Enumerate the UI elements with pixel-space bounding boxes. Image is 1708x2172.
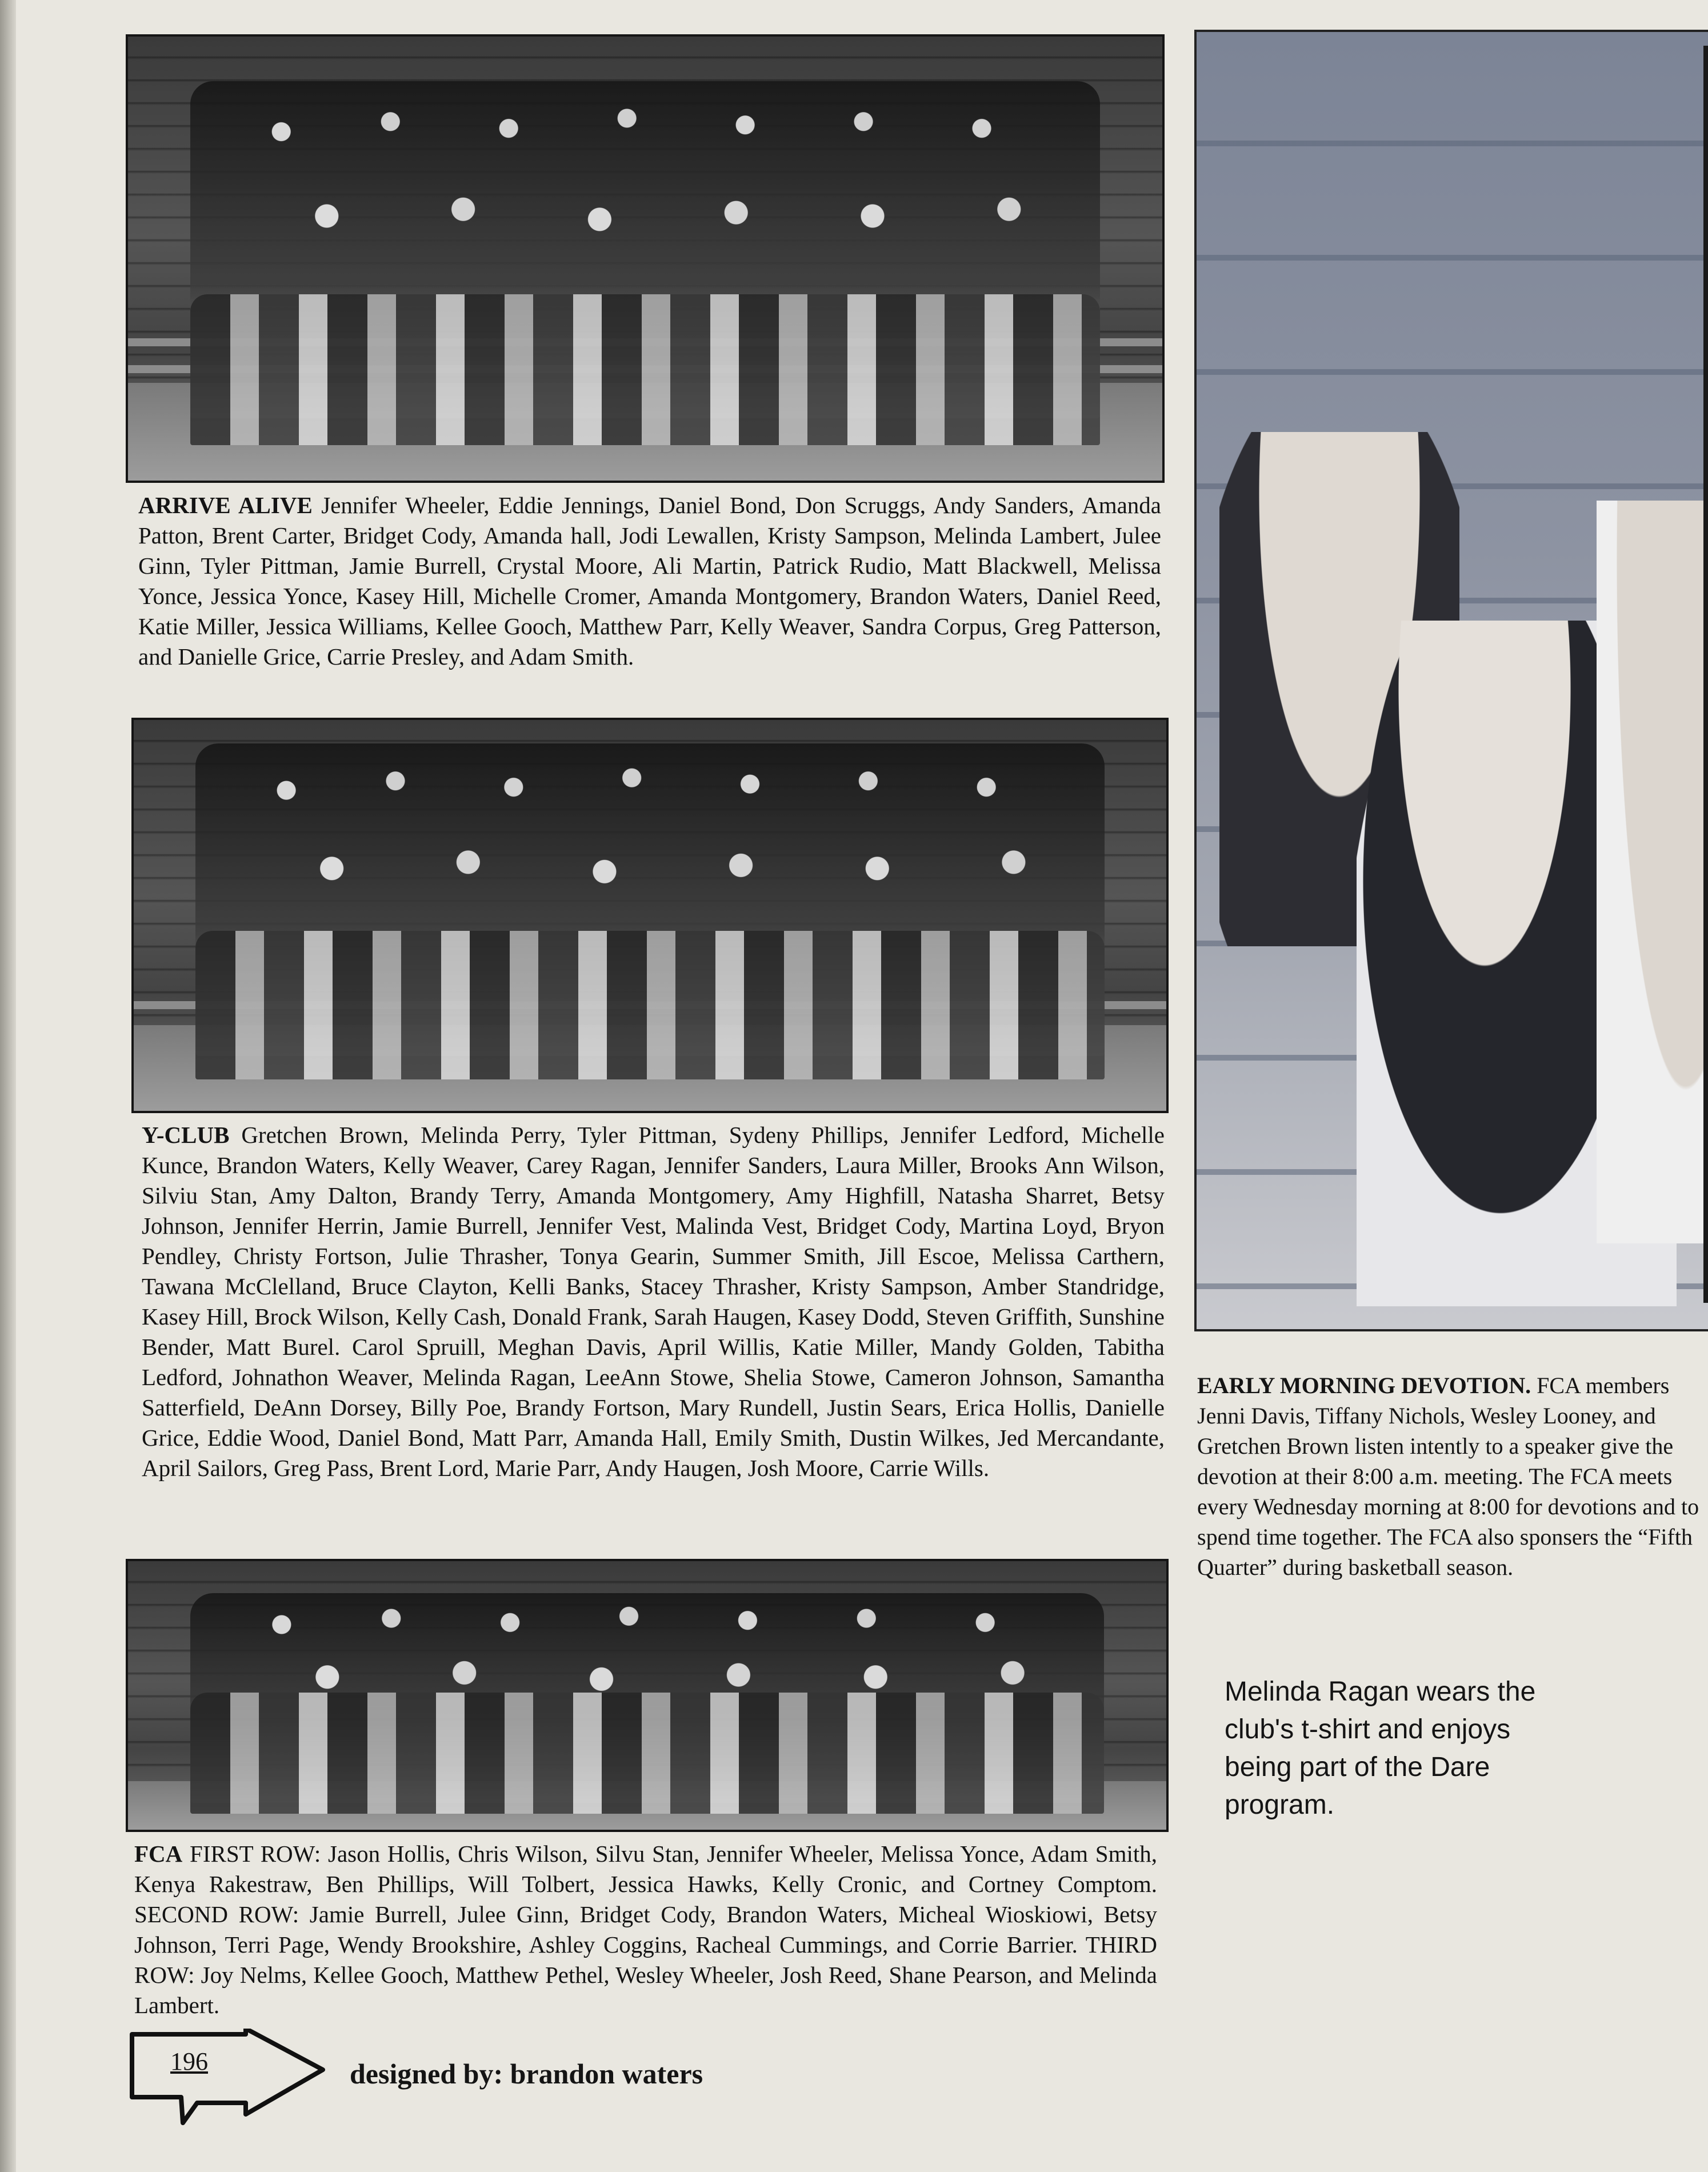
designer-credit: designed by: brandon waters [350, 2058, 703, 2090]
arrive-alive-caption [138, 490, 1161, 672]
y-club-caption-names: Gretchen Brown, Melinda Perry, Tyler Pittman, Sydeny Phillips, Jennifer Ledford, Michelle Kunce, Brandon Waters, Kelly Weaver, Carey Ragan, Jennifer Sanders, Laura Miller, Brooks Ann Wilson, Silviu Stan, Amy Dalton, Brandy Terry, Amanda Montgomery, Amy Highfill, Natasha Sharret, Betsy Johnson, Jennifer Herrin, Jamie Burrell, Jennifer Vest, Malinda Vest, Bridget Cody, Martina Loyd, Bryon Pendley, Christy Fortson, Julie Thrasher, Tonya Gearin, Summer Smith, Jill Escoe, Melissa Carthern, Tawana McClelland, Bruce Clayton, Kelli Banks, Stacey Thrasher, Kristy Sampson, Amber Standridge, Kasey Hill, Brock Wilson, Kelly Cash, Donald Frank, Sarah Haugen, Kasey Dodd, Steven Griffith, Sunshine Bender, Matt Burel. Carol Spruill, Meghan Davis, April Willis, Katie Miller, Mandy Golden, Tabitha Ledford, Johnathon Weaver, Melinda Ragan, LeeAnn Stowe, Shelia Stowe, Cameron Johnson, Samantha Satterfield, DeAnn Dorsey, Billy Poe, Brandy Fortson, Mary Rundell, Justin Sears, Erica Hollis, Danielle Grice, Eddie Wood, Daniel Bond, Matt Parr, Amanda Hall, Emily Smith, Dustin Wilkes, Jed Mercandante, April Sailors, Greg Pass, Brent Lord, Marie Parr, Andy Haugen, Josh Moore, Carrie Wills. [142, 1122, 1165, 1481]
arrive-alive-caption-title: ARRIVE ALIVE [138, 492, 313, 518]
early-morning-devotion-caption [1197, 1370, 1706, 1582]
page-binding-edge [0, 0, 16, 2172]
arrive-alive-group-photo [126, 34, 1165, 483]
early-morning-devotion-title: EARLY MORNING DEVOTION. [1197, 1373, 1531, 1398]
page-number: 196 [170, 2047, 208, 2075]
fca-caption-names: FIRST ROW: Jason Hollis, Chris Wilson, Silvu Stan, Jennifer Wheeler, Melissa Yonce, Adam Smith, Kenya Rakestraw, Ben Phillips, Will Tolbert, Jessica Hawks, Kelly Cronic, and Cortney Comptom. SECOND ROW: Jamie Burrell, Julee Ginn, Bridget Cody, Brandon Waters, Micheal Wioskiowi, Betsy Johnson, Terri Page, Wendy Brookshire, Ashley Coggins, Racheal Cummings, and Corrie Barrier. THIRD ROW: Joy Nelms, Kellee Gooch, Matthew Pethel, Wesley Wheeler, Josh Reed, Shane Pearson, and Melinda Lambert. [134, 1841, 1157, 2018]
page-edge-shadow [1703, 46, 1708, 1303]
y-club-caption-title: Y-CLUB [142, 1122, 230, 1148]
fca-caption-title: FCA [134, 1841, 183, 1867]
fca-group-photo [126, 1559, 1169, 1832]
early-morning-devotion-photo [1194, 30, 1708, 1331]
y-club-caption [142, 1120, 1165, 1483]
early-morning-devotion-text: FCA members Jenni Davis, Tiffany Nichols, Wesley Looney, and Gretchen Brown listen intently to a speaker give the devotion at their 8:00 a.m. meeting. The FCA meets every Wednesday morning at 8:00 for devotions and to spend time together. The FCA also sponsers the “Fifth Quarter” during basketball season. [1197, 1373, 1699, 1580]
page-number-arrow-icon [129, 2029, 334, 2126]
fca-caption [134, 1839, 1157, 2021]
arrive-alive-caption-names: Jennifer Wheeler, Eddie Jennings, Daniel Bond, Don Scruggs, Andy Sanders, Amanda Patton, Brent Carter, Bridget Cody, Amanda hall, Jodi Lewallen, Kristy Sampson, Melinda Lambert, Julee Ginn, Tyler Pittman, Jamie Burrell, Crystal Moore, Ali Martin, Patrick Rudio, Matt Blackwell, Melissa Yonce, Jessica Yonce, Kasey Hill, Michelle Cromer, Amanda Montgomery, Brandon Waters, Daniel Reed, Katie Miller, Jessica Williams, Kellee Gooch, Matthew Parr, Kelly Weaver, Sandra Corpus, Greg Patterson, and Danielle Grice, Carrie Presley, and Adam Smith. [138, 492, 1161, 670]
y-club-group-photo [131, 718, 1169, 1113]
melinda-ragan-note: Melinda Ragan wears the club's t-shirt and enjoys being part of the Dare program. [1225, 1677, 1536, 1820]
